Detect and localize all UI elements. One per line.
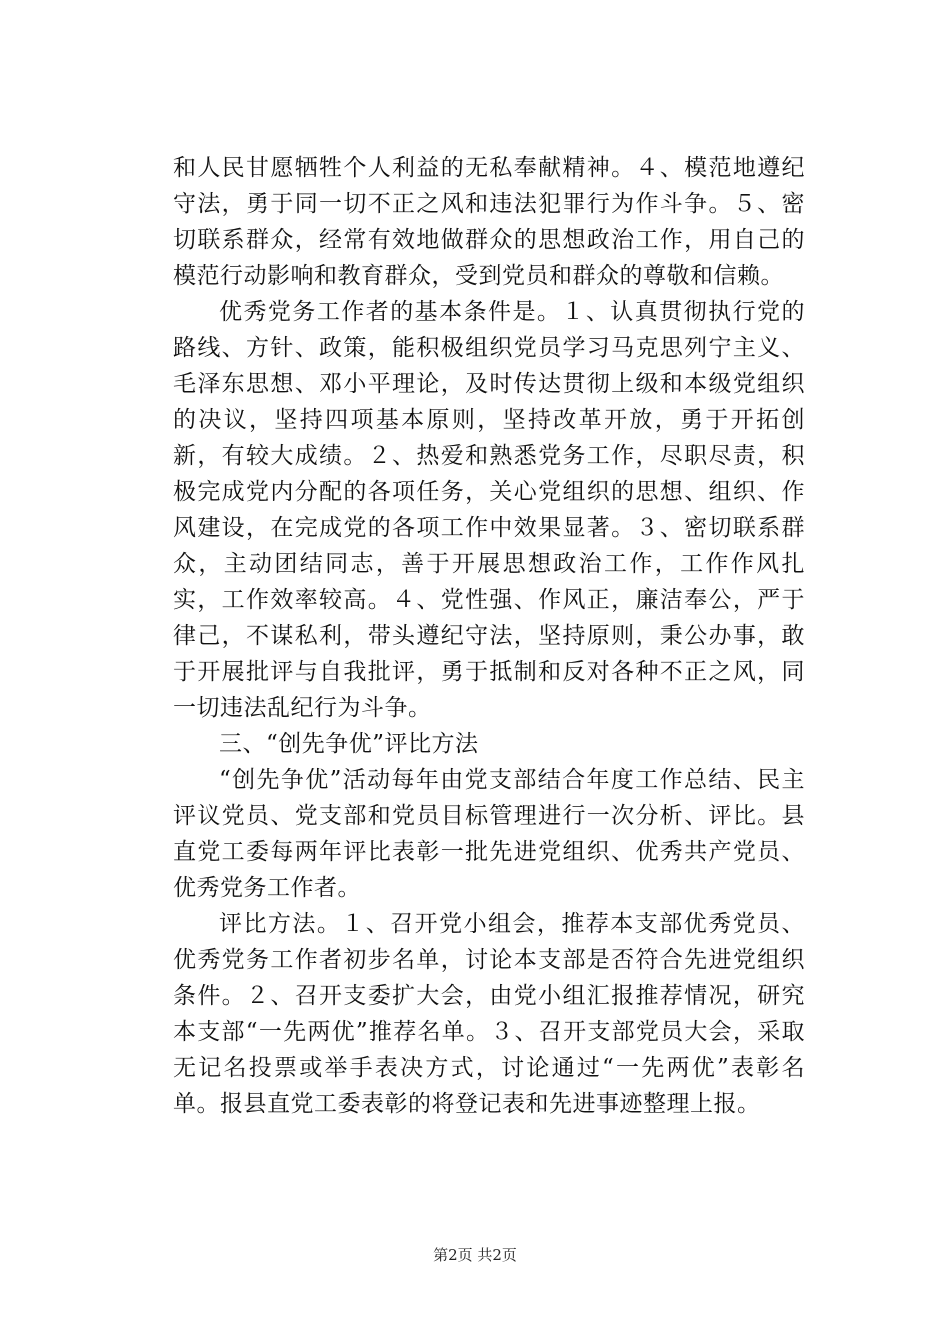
paragraph-2: 优秀党务工作者的基本条件是。１、认真贯彻执行党的路线、方针、政策，能积极组织党员学习马克思列宁主义、毛泽东思想、邓小平理论，及时传达贯彻上级和本级党组织的决议，坚持四项基本原则，坚持改革开放，勇于开拓创新，有较大成绩。２、热爱和熟悉党务工作，尽职尽责，积极完成党内分配的各项任务，关心党组织的思想、组织、作风建设，在完成党的各项工作中效果显著。３、密切联系群众，主动团结同志，善于开展思想政治工作，工作作风扎实，工作效率较高。４、党性强、作风正，廉洁奉公，严于律己，不谋私利，带头遵纪守法，坚持原则，秉公办事，敢于开展批评与自我批评，勇于抵制和反对各种不正之风，同一切违法乱纪行为斗争。	[173, 299, 805, 721]
paragraph-1: 和人民甘愿牺牲个人利益的无私奉献精神。４、模范地遵纪守法，勇于同一切不正之风和违法犯罪行为作斗争。５、密切联系群众，经常有效地做群众的思想政治工作，用自己的模范行动影响和教育群众，受到党员和群众的尊敬和信赖。	[173, 155, 805, 289]
section-heading: 三、“创先争优”评比方法	[219, 731, 479, 757]
document-body	[173, 150, 805, 1122]
paragraph-4: 评比方法。１、召开党小组会，推荐本支部优秀党员、优秀党务工作者初步名单，讨论本支部是否符合先进党组织条件。２、召开支委扩大会，由党小组汇报推荐情况，研究本支部“一先两优”推荐名单。３、召开支部党员大会，采取无记名投票或举手表决方式，讨论通过“一先两优”表彰名单。报县直党工委表彰的将登记表和先进事迹整理上报。	[173, 911, 805, 1117]
page-footer: 第2页 共2页	[433, 1246, 517, 1264]
paragraph-3: “创先争优”活动每年由党支部结合年度工作总结、民主评议党员、党支部和党员目标管理进行一次分析、评比。县直党工委每两年评比表彰一批先进党组织、优秀共产党员、优秀党务工作者。	[173, 767, 805, 901]
